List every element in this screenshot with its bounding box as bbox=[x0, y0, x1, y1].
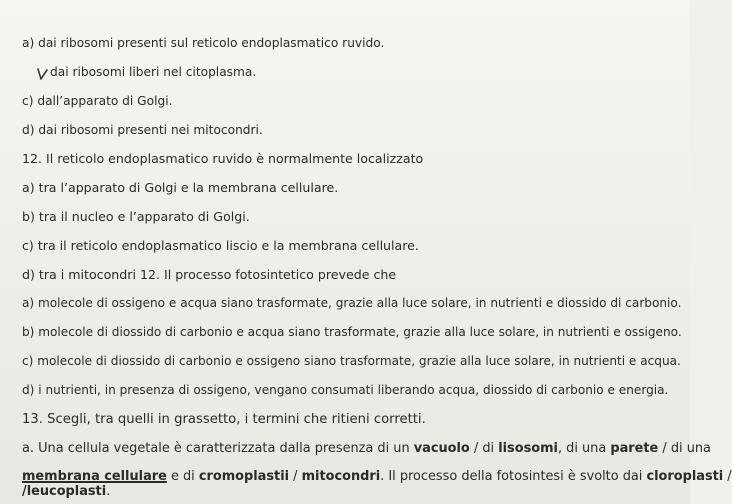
sentence-text: , di una bbox=[557, 441, 611, 456]
photosynthesis-option-c: c) molecole di diossido di carbonio e ossigeno siano trasformate, grazie alla luce solare, in nutrienti e acqua. bbox=[22, 354, 681, 368]
sentence-text: a. Una cellula vegetale è caratterizzata dalla presenza di un bbox=[22, 441, 414, 456]
question-13-title: 13. Scegli, tra quelli in grassetto, i termini che ritieni corretti. bbox=[22, 412, 426, 427]
answer-line-c: c) dall’apparato di Golgi. bbox=[22, 94, 173, 108]
question-13-sentence-1 bbox=[22, 441, 711, 456]
sentence-text: / bbox=[289, 469, 302, 484]
q12-option-b: b) tra il nucleo e l’apparato di Golgi. bbox=[22, 209, 250, 224]
photosynthesis-option-d: d) i nutrienti, in presenza di ossigeno, vengano consumati liberando acqua, diossido di carbonio e energia. bbox=[22, 383, 669, 397]
answer-line-a: a) dai ribosomi presenti sul reticolo endoplasmatico ruvido. bbox=[22, 36, 385, 50]
handwritten-checkmark-icon bbox=[36, 67, 50, 81]
term-parete[interactable]: parete bbox=[610, 441, 659, 456]
sentence-text: . Il processo della fotosintesi è svolto dai bbox=[380, 469, 647, 484]
term-cromoplastii[interactable]: cromoplastii bbox=[198, 469, 290, 484]
sentence-text: e di bbox=[166, 469, 199, 484]
q12-option-d-and-photosynthesis-question: d) tra i mitocondri 12. Il processo fotosintetico prevede che bbox=[22, 267, 397, 282]
sentence-text: / di una bbox=[658, 441, 711, 456]
sentence-text: / bbox=[723, 469, 732, 484]
term-vacuolo[interactable]: vacuolo bbox=[413, 441, 470, 456]
photosynthesis-option-b: b) molecole di diossido di carbonio e acqua siano trasformate, grazie alla luce solare, in nutrienti e ossigeno. bbox=[22, 325, 682, 339]
q12-option-a: a) tra l’apparato di Golgi e la membrana cellulare. bbox=[22, 180, 339, 195]
term-membrana-cellulare[interactable]: membrana cellulare bbox=[22, 469, 167, 484]
sentence-text: / di bbox=[469, 441, 499, 456]
answer-line-b: dai ribosomi liberi nel citoplasma. bbox=[50, 65, 257, 79]
question-13-sentence-3 bbox=[22, 484, 110, 499]
term-lisosomi[interactable]: lisosomi bbox=[498, 441, 558, 456]
photosynthesis-option-a: a) molecole di ossigeno e acqua siano trasformate, grazie alla luce solare, in nutrienti e diossido di carbonio. bbox=[22, 296, 682, 310]
sentence-text: . bbox=[106, 484, 111, 499]
term-leucoplasti[interactable]: /leucoplasti bbox=[22, 484, 107, 499]
term-cloroplasti[interactable]: cloroplasti bbox=[646, 469, 724, 484]
answer-line-d: d) dai ribosomi presenti nei mitocondri. bbox=[22, 123, 263, 137]
question-12-title: 12. Il reticolo endoplasmatico ruvido è normalmente localizzato bbox=[22, 151, 424, 166]
term-mitocondri[interactable]: mitocondri bbox=[301, 469, 381, 484]
q12-option-c: c) tra il reticolo endoplasmatico liscio e la membrana cellulare. bbox=[22, 238, 419, 253]
question-13-sentence-2 bbox=[22, 469, 732, 484]
